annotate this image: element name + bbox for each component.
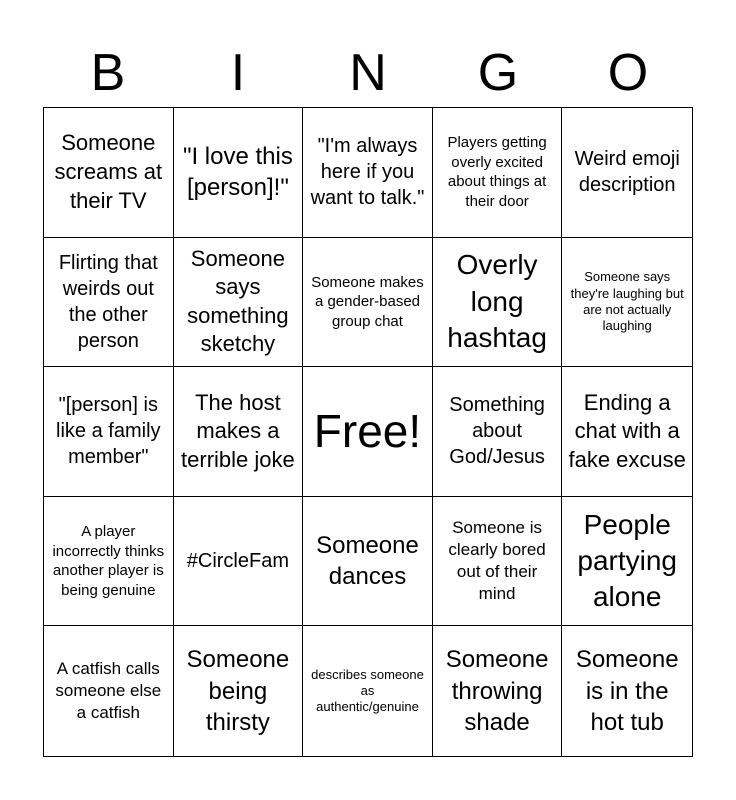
bingo-cell-b2[interactable] [44, 238, 174, 368]
cell-text: "[person] is like a family member" [56, 394, 161, 469]
cell-text: A catfish calls someone else a catfish [55, 659, 162, 723]
cell-text: Someone throwing shade [445, 646, 549, 736]
bingo-cell-g4[interactable] [433, 497, 563, 627]
bingo-cell-i2[interactable] [174, 238, 304, 368]
bingo-cell-g1[interactable] [433, 108, 563, 238]
bingo-cell-b3[interactable] [44, 367, 174, 497]
bingo-cell-g5[interactable] [433, 626, 563, 756]
header-letter-g: G [477, 44, 519, 102]
bingo-header [43, 40, 693, 106]
cell-text: describes someone as authentic/genuine [311, 666, 424, 715]
header-letter-o: O [607, 44, 649, 102]
cell-text: Weird emoji description [574, 148, 680, 197]
bingo-cell-b4[interactable] [44, 497, 174, 627]
bingo-cell-o1[interactable] [562, 108, 692, 238]
bingo-cell-o5[interactable] [562, 626, 692, 756]
cell-text: Flirting that weirds out the other person [58, 251, 158, 352]
free-space-label: Free! [313, 405, 422, 458]
cell-text: Overly long hashtag [447, 249, 547, 354]
cell-text: The host makes a terrible joke [181, 389, 295, 472]
bingo-cell-b5[interactable] [44, 626, 174, 756]
cell-text: Ending a chat with a fake excuse [568, 389, 686, 472]
bingo-cell-n5[interactable] [303, 626, 433, 756]
bingo-cell-o2[interactable] [562, 238, 692, 368]
cell-text: Someone dances [316, 531, 419, 591]
bingo-cell-i1[interactable] [174, 108, 304, 238]
bingo-cell-o3[interactable] [562, 367, 692, 497]
bingo-cell-i4[interactable] [174, 497, 304, 627]
header-letter-b: B [90, 44, 126, 102]
cell-text: Someone makes a gender-based group chat [311, 273, 424, 330]
cell-text: "I'm always here if you want to talk." [310, 135, 425, 210]
cell-text: #CircleFam [186, 550, 290, 573]
cell-text: Someone is in the hot tub [575, 646, 679, 736]
cell-text: "I love this [person]!" [182, 143, 293, 202]
cell-text: Players getting overly excited about things at their door [447, 134, 547, 210]
bingo-cell-g2[interactable] [433, 238, 563, 368]
bingo-cell-free[interactable] [303, 367, 433, 497]
bingo-board [43, 107, 693, 757]
bingo-cell-o4[interactable] [562, 497, 692, 627]
cell-text: Someone being thirsty [186, 646, 290, 736]
header-letter-i: I [230, 44, 246, 102]
cell-text: A player incorrectly thinks another player is being genuine [52, 523, 165, 599]
bingo-cell-i5[interactable] [174, 626, 304, 756]
cell-text: Someone says they're laughing but are not actually laughing [570, 269, 684, 334]
cell-text: Someone says something sketchy [187, 245, 289, 357]
bingo-cell-b1[interactable] [44, 108, 174, 238]
cell-text: Something about God/Jesus [449, 394, 545, 469]
cell-text: Someone screams at their TV [54, 130, 163, 213]
bingo-cell-g3[interactable] [433, 367, 563, 497]
cell-text: People partying alone [577, 508, 677, 613]
header-letter-n: N [349, 44, 387, 102]
bingo-cell-n4[interactable] [303, 497, 433, 627]
bingo-cell-n2[interactable] [303, 238, 433, 368]
bingo-cell-i3[interactable] [174, 367, 304, 497]
cell-text: Someone is clearly bored out of their mind [448, 517, 546, 604]
bingo-cell-n1[interactable] [303, 108, 433, 238]
